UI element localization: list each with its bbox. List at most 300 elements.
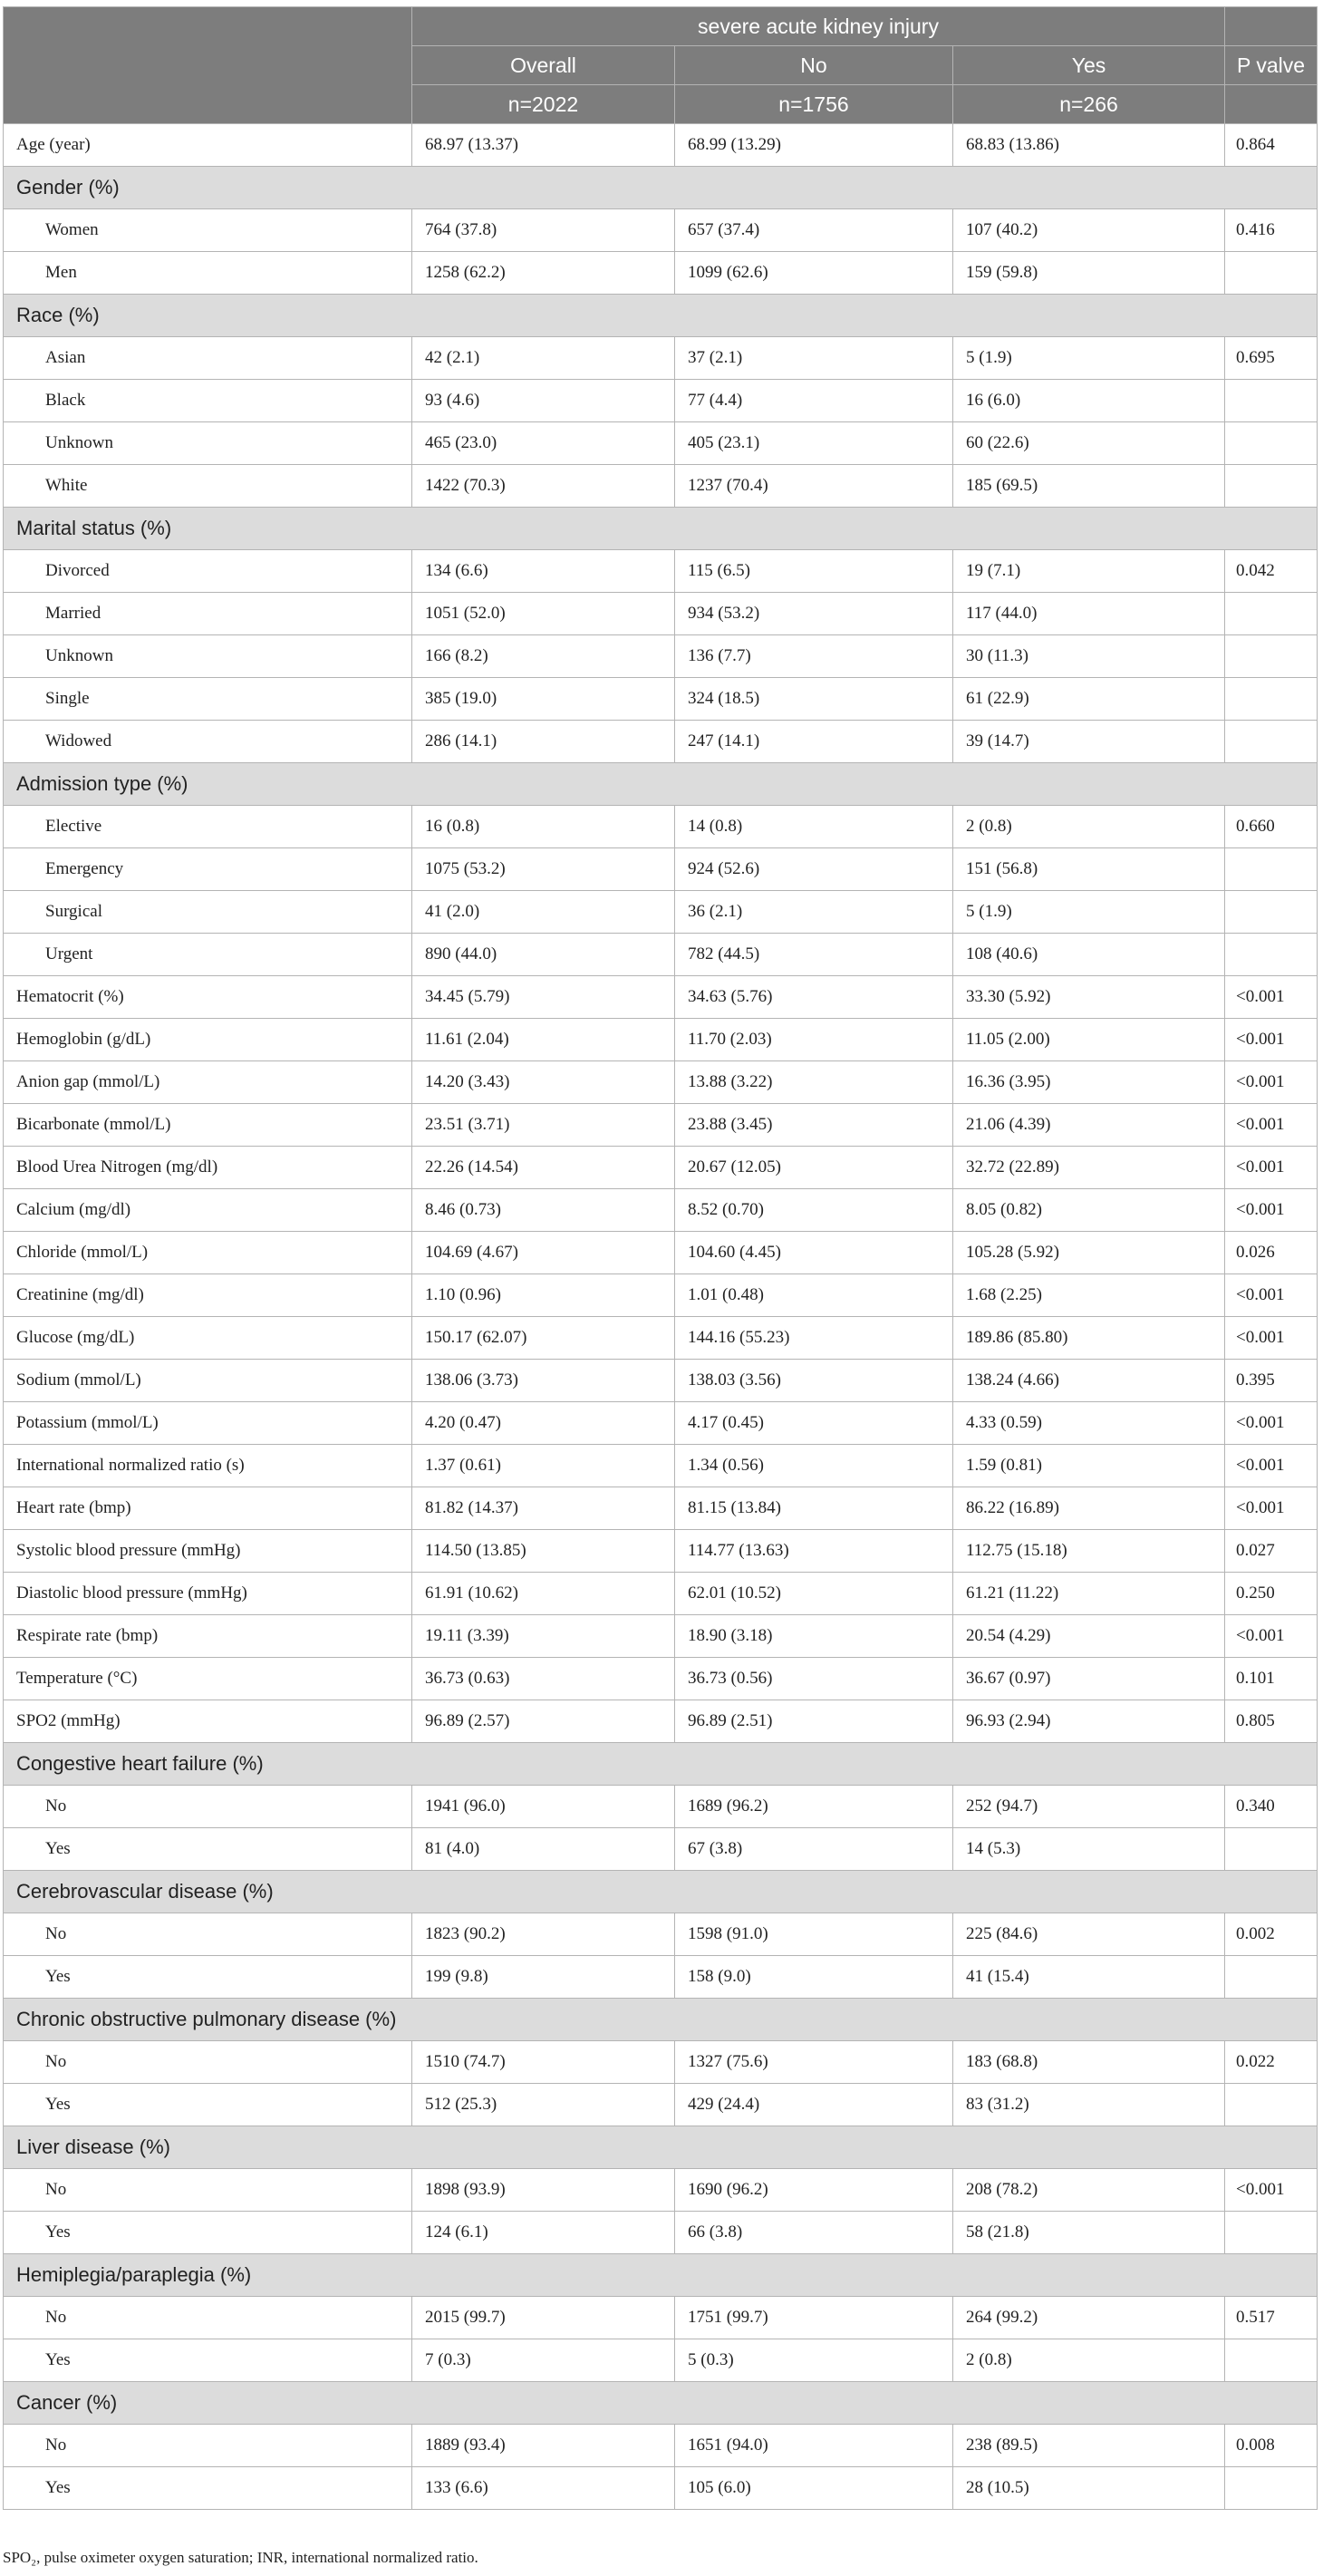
table-row — [4, 252, 1318, 295]
cell-no: 36 (2.1) — [675, 891, 953, 934]
cell-overall: 150.17 (62.07) — [412, 1317, 675, 1360]
row-label: Yes — [4, 2084, 412, 2126]
cell-yes: 105.28 (5.92) — [953, 1232, 1225, 1274]
cell-yes: 60 (22.6) — [953, 422, 1225, 465]
row-label: Yes — [4, 1828, 412, 1871]
row-label: Asian — [4, 337, 412, 380]
cell-yes: 21.06 (4.39) — [953, 1104, 1225, 1147]
cell-no: 1690 (96.2) — [675, 2169, 953, 2212]
baseline-characteristics-table — [3, 6, 1318, 2510]
row-label: Surgical — [4, 891, 412, 934]
cell-yes: 32.72 (22.89) — [953, 1147, 1225, 1189]
section-label: Cerebrovascular disease (%) — [4, 1871, 1318, 1913]
section-row — [4, 1999, 1318, 2041]
cell-overall: 1889 (93.4) — [412, 2425, 675, 2467]
row-label: Yes — [4, 2212, 412, 2254]
cell-no: 924 (52.6) — [675, 848, 953, 891]
cell-no: 1689 (96.2) — [675, 1786, 953, 1828]
cell-no: 136 (7.7) — [675, 635, 953, 678]
cell-overall: 96.89 (2.57) — [412, 1700, 675, 1743]
row-label: Widowed — [4, 721, 412, 763]
row-label: Urgent — [4, 934, 412, 976]
table-row — [4, 422, 1318, 465]
cell-yes: 107 (40.2) — [953, 209, 1225, 252]
cell-p-value: <0.001 — [1225, 1274, 1318, 1317]
cell-p-value: 0.026 — [1225, 1232, 1318, 1274]
cell-no: 36.73 (0.56) — [675, 1658, 953, 1700]
cell-no: 158 (9.0) — [675, 1956, 953, 1999]
cell-yes: 5 (1.9) — [953, 891, 1225, 934]
row-label: Heart rate (bmp) — [4, 1487, 412, 1530]
row-label: Chloride (mmol/L) — [4, 1232, 412, 1274]
cell-p-value — [1225, 934, 1318, 976]
cell-overall: 465 (23.0) — [412, 422, 675, 465]
table-row — [4, 1402, 1318, 1445]
cell-p-value — [1225, 635, 1318, 678]
row-label: Unknown — [4, 422, 412, 465]
cell-yes: 2 (0.8) — [953, 806, 1225, 848]
n-yes: n=266 — [953, 85, 1225, 124]
cell-overall: 1258 (62.2) — [412, 252, 675, 295]
row-label: Anion gap (mmol/L) — [4, 1061, 412, 1104]
section-label: Marital status (%) — [4, 508, 1318, 550]
cell-no: 66 (3.8) — [675, 2212, 953, 2254]
cell-yes: 8.05 (0.82) — [953, 1189, 1225, 1232]
cell-no: 114.77 (13.63) — [675, 1530, 953, 1573]
cell-overall: 138.06 (3.73) — [412, 1360, 675, 1402]
cell-p-value — [1225, 848, 1318, 891]
row-label: Potassium (mmol/L) — [4, 1402, 412, 1445]
cell-p-value — [1225, 891, 1318, 934]
cell-no: 81.15 (13.84) — [675, 1487, 953, 1530]
section-row — [4, 295, 1318, 337]
section-row — [4, 2254, 1318, 2297]
section-label: Hemiplegia/paraplegia (%) — [4, 2254, 1318, 2297]
cell-yes: 83 (31.2) — [953, 2084, 1225, 2126]
cell-overall: 81 (4.0) — [412, 1828, 675, 1871]
col-header-p-value: P valve — [1225, 46, 1318, 85]
row-label: Women — [4, 209, 412, 252]
row-label: Temperature (°C) — [4, 1658, 412, 1700]
table-row — [4, 1317, 1318, 1360]
cell-p-value — [1225, 465, 1318, 508]
cell-p-value: 0.864 — [1225, 124, 1318, 167]
table-row — [4, 1104, 1318, 1147]
row-label: Hematocrit (%) — [4, 976, 412, 1019]
table-row — [4, 1019, 1318, 1061]
cell-no: 1751 (99.7) — [675, 2297, 953, 2339]
section-label: Chronic obstructive pulmonary disease (%) — [4, 1999, 1318, 2041]
cell-yes: 225 (84.6) — [953, 1913, 1225, 1956]
table-row — [4, 635, 1318, 678]
col-header-overall: Overall — [412, 46, 675, 85]
cell-no: 138.03 (3.56) — [675, 1360, 953, 1402]
cell-p-value: 0.395 — [1225, 1360, 1318, 1402]
cell-p-value: 0.002 — [1225, 1913, 1318, 1956]
table-row — [4, 1189, 1318, 1232]
cell-yes: 39 (14.7) — [953, 721, 1225, 763]
table-row — [4, 1828, 1318, 1871]
cell-overall: 114.50 (13.85) — [412, 1530, 675, 1573]
cell-no: 144.16 (55.23) — [675, 1317, 953, 1360]
table-row — [4, 934, 1318, 976]
table-row — [4, 2297, 1318, 2339]
cell-no: 8.52 (0.70) — [675, 1189, 953, 1232]
cell-overall: 42 (2.1) — [412, 337, 675, 380]
cell-overall: 890 (44.0) — [412, 934, 675, 976]
cell-yes: 36.67 (0.97) — [953, 1658, 1225, 1700]
cell-p-value — [1225, 1956, 1318, 1999]
cell-p-value: 0.027 — [1225, 1530, 1318, 1573]
col-header-yes: Yes — [953, 46, 1225, 85]
row-label: Black — [4, 380, 412, 422]
cell-no: 934 (53.2) — [675, 593, 953, 635]
cell-p-value — [1225, 2212, 1318, 2254]
cell-no: 1099 (62.6) — [675, 252, 953, 295]
cell-yes: 208 (78.2) — [953, 2169, 1225, 2212]
cell-yes: 151 (56.8) — [953, 848, 1225, 891]
cell-overall: 4.20 (0.47) — [412, 1402, 675, 1445]
cell-no: 37 (2.1) — [675, 337, 953, 380]
cell-p-value: 0.340 — [1225, 1786, 1318, 1828]
table-row — [4, 2212, 1318, 2254]
cell-overall: 93 (4.6) — [412, 380, 675, 422]
table-row — [4, 2467, 1318, 2510]
cell-overall: 23.51 (3.71) — [412, 1104, 675, 1147]
table-footnote: SPO₂, pulse oximeter oxygen saturation; INR, international normalized ratio. — [3, 2549, 478, 2566]
cell-p-value: 0.805 — [1225, 1700, 1318, 1743]
section-row — [4, 1743, 1318, 1786]
cell-yes: 138.24 (4.66) — [953, 1360, 1225, 1402]
cell-yes: 252 (94.7) — [953, 1786, 1225, 1828]
section-label: Admission type (%) — [4, 763, 1318, 806]
section-label: Race (%) — [4, 295, 1318, 337]
table-row — [4, 2084, 1318, 2126]
table-body — [4, 124, 1318, 2510]
table-row — [4, 1786, 1318, 1828]
cell-yes: 86.22 (16.89) — [953, 1487, 1225, 1530]
cell-overall: 61.91 (10.62) — [412, 1573, 675, 1615]
cell-overall: 22.26 (14.54) — [412, 1147, 675, 1189]
table-row — [4, 1700, 1318, 1743]
cell-p-value: 0.695 — [1225, 337, 1318, 380]
row-label: Systolic blood pressure (mmHg) — [4, 1530, 412, 1573]
cell-no: 105 (6.0) — [675, 2467, 953, 2510]
cell-overall: 81.82 (14.37) — [412, 1487, 675, 1530]
cell-p-value: <0.001 — [1225, 1189, 1318, 1232]
cell-overall: 286 (14.1) — [412, 721, 675, 763]
table-row — [4, 2425, 1318, 2467]
cell-p-value — [1225, 252, 1318, 295]
cell-yes: 4.33 (0.59) — [953, 1402, 1225, 1445]
cell-yes: 5 (1.9) — [953, 337, 1225, 380]
cell-yes: 96.93 (2.94) — [953, 1700, 1225, 1743]
cell-p-value: <0.001 — [1225, 1615, 1318, 1658]
table-row — [4, 1658, 1318, 1700]
row-label: Calcium (mg/dl) — [4, 1189, 412, 1232]
table-row — [4, 593, 1318, 635]
row-label: Hemoglobin (g/dL) — [4, 1019, 412, 1061]
cell-yes: 11.05 (2.00) — [953, 1019, 1225, 1061]
row-label: Married — [4, 593, 412, 635]
cell-p-value — [1225, 2467, 1318, 2510]
cell-p-value — [1225, 422, 1318, 465]
cell-overall: 1823 (90.2) — [412, 1913, 675, 1956]
table-row — [4, 1360, 1318, 1402]
table-row — [4, 337, 1318, 380]
row-label: No — [4, 1913, 412, 1956]
row-label: Single — [4, 678, 412, 721]
cell-no: 13.88 (3.22) — [675, 1061, 953, 1104]
row-label: No — [4, 2297, 412, 2339]
cell-p-value: <0.001 — [1225, 976, 1318, 1019]
cell-yes: 61 (22.9) — [953, 678, 1225, 721]
row-label: Blood Urea Nitrogen (mg/dl) — [4, 1147, 412, 1189]
table-row — [4, 2339, 1318, 2382]
row-label: Yes — [4, 2467, 412, 2510]
cell-yes: 68.83 (13.86) — [953, 124, 1225, 167]
cell-p-value: <0.001 — [1225, 1402, 1318, 1445]
row-label: Yes — [4, 2339, 412, 2382]
cell-p-value: <0.001 — [1225, 1019, 1318, 1061]
table-row — [4, 891, 1318, 934]
table-row — [4, 465, 1318, 508]
n-overall: n=2022 — [412, 85, 675, 124]
cell-p-value: <0.001 — [1225, 1487, 1318, 1530]
cell-no: 247 (14.1) — [675, 721, 953, 763]
table-row — [4, 1573, 1318, 1615]
table-row — [4, 380, 1318, 422]
row-label: Diastolic blood pressure (mmHg) — [4, 1573, 412, 1615]
cell-p-value: 0.416 — [1225, 209, 1318, 252]
cell-yes: 112.75 (15.18) — [953, 1530, 1225, 1573]
cell-yes: 183 (68.8) — [953, 2041, 1225, 2084]
cell-p-value: 0.008 — [1225, 2425, 1318, 2467]
cell-no: 1651 (94.0) — [675, 2425, 953, 2467]
row-label: Emergency — [4, 848, 412, 891]
cell-overall: 1510 (74.7) — [412, 2041, 675, 2084]
cell-overall: 199 (9.8) — [412, 1956, 675, 1999]
cell-no: 657 (37.4) — [675, 209, 953, 252]
cell-no: 782 (44.5) — [675, 934, 953, 976]
cell-yes: 1.68 (2.25) — [953, 1274, 1225, 1317]
cell-overall: 1898 (93.9) — [412, 2169, 675, 2212]
cell-p-value — [1225, 380, 1318, 422]
cell-overall: 764 (37.8) — [412, 209, 675, 252]
row-label: White — [4, 465, 412, 508]
table-row — [4, 721, 1318, 763]
cell-no: 68.99 (13.29) — [675, 124, 953, 167]
cell-yes: 238 (89.5) — [953, 2425, 1225, 2467]
table-row — [4, 678, 1318, 721]
row-label: Bicarbonate (mmol/L) — [4, 1104, 412, 1147]
cell-overall: 1.10 (0.96) — [412, 1274, 675, 1317]
cell-overall: 124 (6.1) — [412, 2212, 675, 2254]
table-row — [4, 1232, 1318, 1274]
cell-overall: 1941 (96.0) — [412, 1786, 675, 1828]
row-label: No — [4, 2169, 412, 2212]
cell-p-value: 0.250 — [1225, 1573, 1318, 1615]
cell-overall: 1.37 (0.61) — [412, 1445, 675, 1487]
cell-yes: 189.86 (85.80) — [953, 1317, 1225, 1360]
cell-overall: 1075 (53.2) — [412, 848, 675, 891]
cell-yes: 30 (11.3) — [953, 635, 1225, 678]
cell-no: 1237 (70.4) — [675, 465, 953, 508]
cell-yes: 58 (21.8) — [953, 2212, 1225, 2254]
cell-no: 4.17 (0.45) — [675, 1402, 953, 1445]
cell-yes: 1.59 (0.81) — [953, 1445, 1225, 1487]
cell-yes: 185 (69.5) — [953, 465, 1225, 508]
cell-yes: 117 (44.0) — [953, 593, 1225, 635]
section-row — [4, 2382, 1318, 2425]
col-header-no: No — [675, 46, 953, 85]
row-label: International normalized ratio (s) — [4, 1445, 412, 1487]
row-label: Respirate rate (bmp) — [4, 1615, 412, 1658]
cell-no: 77 (4.4) — [675, 380, 953, 422]
cell-no: 14 (0.8) — [675, 806, 953, 848]
section-row — [4, 763, 1318, 806]
cell-overall: 1051 (52.0) — [412, 593, 675, 635]
cell-overall: 7 (0.3) — [412, 2339, 675, 2382]
table-row — [4, 1445, 1318, 1487]
section-label: Congestive heart failure (%) — [4, 1743, 1318, 1786]
cell-p-value: <0.001 — [1225, 1104, 1318, 1147]
cell-no: 5 (0.3) — [675, 2339, 953, 2382]
row-label: Yes — [4, 1956, 412, 1999]
cell-overall: 68.97 (13.37) — [412, 124, 675, 167]
table-row — [4, 848, 1318, 891]
cell-overall: 385 (19.0) — [412, 678, 675, 721]
cell-overall: 1422 (70.3) — [412, 465, 675, 508]
section-row — [4, 508, 1318, 550]
row-label: Age (year) — [4, 124, 412, 167]
cell-yes: 16 (6.0) — [953, 380, 1225, 422]
row-label: Divorced — [4, 550, 412, 593]
cell-p-value — [1225, 721, 1318, 763]
cell-p-value: 0.101 — [1225, 1658, 1318, 1700]
cell-yes: 16.36 (3.95) — [953, 1061, 1225, 1104]
group-header-p-blank — [1225, 7, 1318, 46]
table-row — [4, 1913, 1318, 1956]
header-corner-cell — [4, 7, 412, 124]
cell-overall: 34.45 (5.79) — [412, 976, 675, 1019]
cell-p-value: 0.517 — [1225, 2297, 1318, 2339]
group-header: severe acute kidney injury — [412, 7, 1225, 46]
row-label: Elective — [4, 806, 412, 848]
cell-overall: 2015 (99.7) — [412, 2297, 675, 2339]
cell-no: 96.89 (2.51) — [675, 1700, 953, 1743]
cell-no: 405 (23.1) — [675, 422, 953, 465]
cell-no: 23.88 (3.45) — [675, 1104, 953, 1147]
cell-no: 104.60 (4.45) — [675, 1232, 953, 1274]
cell-p-value — [1225, 2084, 1318, 2126]
row-label: No — [4, 1786, 412, 1828]
section-row — [4, 2126, 1318, 2169]
row-label: Sodium (mmol/L) — [4, 1360, 412, 1402]
cell-yes: 264 (99.2) — [953, 2297, 1225, 2339]
table-row — [4, 2169, 1318, 2212]
cell-overall: 11.61 (2.04) — [412, 1019, 675, 1061]
table-row — [4, 124, 1318, 167]
cell-no: 20.67 (12.05) — [675, 1147, 953, 1189]
table-row — [4, 1061, 1318, 1104]
cell-overall: 133 (6.6) — [412, 2467, 675, 2510]
cell-no: 1.34 (0.56) — [675, 1445, 953, 1487]
table-row — [4, 1274, 1318, 1317]
cell-yes: 41 (15.4) — [953, 1956, 1225, 1999]
section-label: Liver disease (%) — [4, 2126, 1318, 2169]
header-row-group — [4, 7, 1318, 46]
cell-yes: 20.54 (4.29) — [953, 1615, 1225, 1658]
cell-overall: 512 (25.3) — [412, 2084, 675, 2126]
table-row — [4, 550, 1318, 593]
cell-overall: 19.11 (3.39) — [412, 1615, 675, 1658]
cell-overall: 104.69 (4.67) — [412, 1232, 675, 1274]
row-label: Creatinine (mg/dl) — [4, 1274, 412, 1317]
cell-p-value: <0.001 — [1225, 1061, 1318, 1104]
cell-no: 67 (3.8) — [675, 1828, 953, 1871]
n-p-blank — [1225, 85, 1318, 124]
cell-p-value — [1225, 2339, 1318, 2382]
cell-overall: 8.46 (0.73) — [412, 1189, 675, 1232]
cell-no: 429 (24.4) — [675, 2084, 953, 2126]
n-no: n=1756 — [675, 85, 953, 124]
cell-p-value: 0.022 — [1225, 2041, 1318, 2084]
cell-overall: 41 (2.0) — [412, 891, 675, 934]
section-label: Cancer (%) — [4, 2382, 1318, 2425]
section-row — [4, 167, 1318, 209]
cell-p-value: <0.001 — [1225, 1445, 1318, 1487]
cell-yes: 14 (5.3) — [953, 1828, 1225, 1871]
cell-p-value: <0.001 — [1225, 2169, 1318, 2212]
cell-no: 34.63 (5.76) — [675, 976, 953, 1019]
cell-no: 115 (6.5) — [675, 550, 953, 593]
cell-overall: 14.20 (3.43) — [412, 1061, 675, 1104]
cell-no: 1.01 (0.48) — [675, 1274, 953, 1317]
cell-p-value — [1225, 593, 1318, 635]
cell-overall: 166 (8.2) — [412, 635, 675, 678]
cell-no: 1327 (75.6) — [675, 2041, 953, 2084]
cell-no: 11.70 (2.03) — [675, 1019, 953, 1061]
section-row — [4, 1871, 1318, 1913]
cell-yes: 33.30 (5.92) — [953, 976, 1225, 1019]
table-row — [4, 1956, 1318, 1999]
table-row — [4, 1487, 1318, 1530]
row-label: Men — [4, 252, 412, 295]
table-row — [4, 1615, 1318, 1658]
section-label: Gender (%) — [4, 167, 1318, 209]
cell-p-value — [1225, 1828, 1318, 1871]
row-label: No — [4, 2425, 412, 2467]
cell-p-value: <0.001 — [1225, 1317, 1318, 1360]
cell-p-value: 0.042 — [1225, 550, 1318, 593]
row-label: SPO2 (mmHg) — [4, 1700, 412, 1743]
cell-p-value — [1225, 678, 1318, 721]
row-label: Unknown — [4, 635, 412, 678]
cell-yes: 2 (0.8) — [953, 2339, 1225, 2382]
cell-no: 62.01 (10.52) — [675, 1573, 953, 1615]
table-row — [4, 976, 1318, 1019]
table-row — [4, 209, 1318, 252]
cell-overall: 36.73 (0.63) — [412, 1658, 675, 1700]
row-label: Glucose (mg/dL) — [4, 1317, 412, 1360]
cell-yes: 28 (10.5) — [953, 2467, 1225, 2510]
cell-no: 324 (18.5) — [675, 678, 953, 721]
cell-yes: 61.21 (11.22) — [953, 1573, 1225, 1615]
cell-overall: 16 (0.8) — [412, 806, 675, 848]
cell-overall: 134 (6.6) — [412, 550, 675, 593]
cell-yes: 19 (7.1) — [953, 550, 1225, 593]
